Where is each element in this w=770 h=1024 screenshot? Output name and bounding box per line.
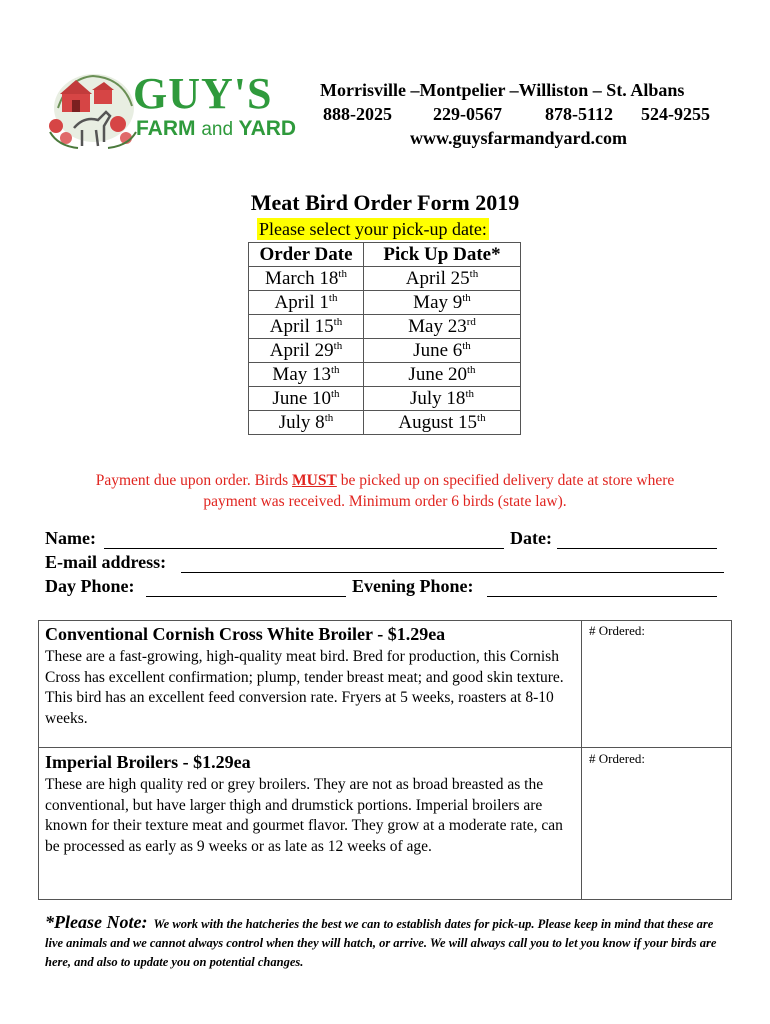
logo-subtitle: FARM and YARD (136, 117, 297, 140)
phone-williston: 878-5112 (545, 104, 614, 124)
table-row[interactable] (249, 267, 521, 291)
order-date-cell: July 8th (249, 411, 364, 435)
ordered-label: # Ordered: (589, 623, 645, 638)
form-title: Meat Bird Order Form 2019 (250, 190, 520, 215)
farm-illustration-icon (48, 68, 138, 152)
date-label: Date: (510, 528, 552, 548)
day-phone-field[interactable] (146, 596, 346, 597)
pickup-date-cell: April 25th (364, 267, 521, 291)
note-lead: *Please Note: (45, 912, 148, 932)
pickup-date-cell: June 20th (364, 363, 521, 387)
row-divider (38, 747, 732, 748)
note-text: We work with the hatcheries the best we can to establish dates for pick-up. Please keep in mind that these are live animals and we cannot always control when they will hatch, or arrive. We will always call you to let you know if your birds are here, and also to update you on potential changes. (45, 917, 717, 969)
evening-phone-field[interactable] (487, 596, 717, 597)
email-field[interactable] (181, 572, 724, 573)
table-row[interactable] (249, 315, 521, 339)
day-phone-label: Day Phone: (45, 576, 135, 596)
product-description: These are high quality red or grey broilers. They are not as broad breasted as the conventional, but have larger thigh and drumstick portions. Imperial broilers are known for their texture meat and gourmet flavor. They grow at a moderate rate, can be processed as early as 9 weeks or as late as 12 weeks of age. (45, 776, 563, 855)
store-phones (323, 102, 723, 126)
name-field[interactable] (104, 548, 504, 549)
table-row[interactable] (249, 411, 521, 435)
date-field[interactable] (557, 548, 717, 549)
select-pickup-prompt: Please select your pick-up date: (259, 219, 487, 239)
order-date-cell: May 13th (249, 363, 364, 387)
order-date-header: Order Date (249, 243, 364, 267)
product-title: Conventional Cornish Cross White Broiler - $1.29ea (45, 624, 446, 644)
order-date-cell: June 10th (249, 387, 364, 411)
pickup-note (45, 913, 730, 972)
website-url[interactable]: www.guysfarmandyard.com (410, 128, 628, 148)
pickup-schedule-table (248, 242, 521, 435)
store-locations: Morrisville –Montpelier –Williston – St. Albans (320, 80, 685, 100)
phone-st-albans: 524-9255 (641, 104, 710, 124)
product-description: These are a fast-growing, high-quality meat bird. Bred for production, this Cornish Cross has excellent confirmation; plump, tender breast meat; and good skin texture. This bird has an excellent feed conversion rate. Fryers at 5 weeks, roasters at 8-10 weeks. (45, 648, 564, 727)
ordered-label: # Ordered: (589, 751, 645, 766)
pickup-date-cell: August 15th (364, 411, 521, 435)
evening-phone-label: Evening Phone: (352, 576, 474, 596)
table-row[interactable] (249, 291, 521, 315)
table-row[interactable] (249, 363, 521, 387)
table-row[interactable] (249, 339, 521, 363)
must-emphasis: MUST (292, 472, 337, 489)
logo-brand-text: GUY'S (133, 69, 273, 118)
order-date-cell: April 1th (249, 291, 364, 315)
column-divider (581, 620, 582, 900)
order-date-cell: March 18th (249, 267, 364, 291)
imperial-quantity-field[interactable] (584, 770, 728, 890)
email-label: E-mail address: (45, 552, 167, 572)
order-date-cell: April 29th (249, 339, 364, 363)
phone-morrisville: 888-2025 (323, 104, 392, 124)
pickup-date-cell: May 9th (364, 291, 521, 315)
table-header-row (249, 243, 521, 267)
phone-montpelier: 229-0567 (433, 104, 502, 124)
brand-logo (48, 68, 138, 152)
cornish-quantity-field[interactable] (584, 642, 728, 742)
payment-notice: Payment due upon order. Birds MUST be picked up on specified delivery date at store where payment was received. Minimum order 6 birds (state law). (95, 472, 675, 510)
product-title: Imperial Broilers - $1.29ea (45, 752, 251, 772)
order-date-cell: April 15th (249, 315, 364, 339)
pickup-date-cell: May 23rd (364, 315, 521, 339)
name-label: Name: (45, 528, 96, 548)
pickup-date-header: Pick Up Date* (364, 243, 521, 267)
pickup-date-cell: July 18th (364, 387, 521, 411)
pickup-date-cell: June 6th (364, 339, 521, 363)
table-row[interactable] (249, 387, 521, 411)
